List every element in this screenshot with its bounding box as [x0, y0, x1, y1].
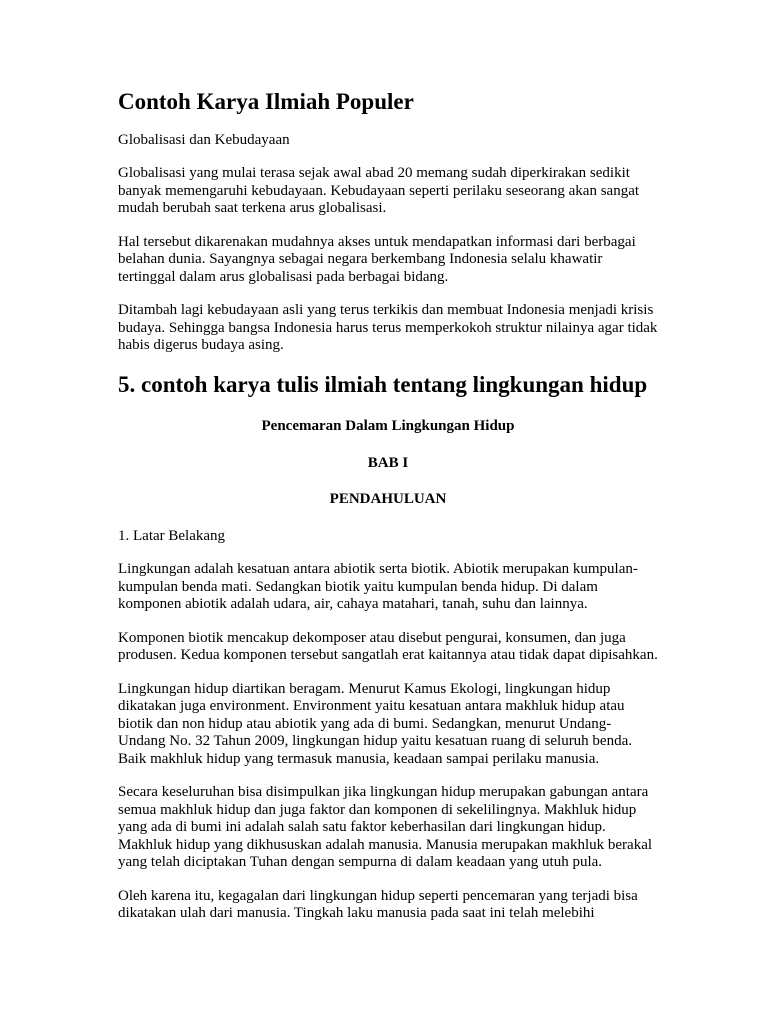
- body-paragraph: Lingkungan adalah kesatuan antara abiotik serta biotik. Abiotik merupakan kumpulan-kumpulan benda mati. Sedangkan biotik yaitu kumpulan benda hidup. Di dalam komponen abiotik adalah udara, air, cahaya matahari, tanah, suhu dan lainnya.: [118, 561, 638, 613]
- intro-paragraph: Hal tersebut dikarenakan mudahnya akses untuk mendapatkan informasi dari berbagai belahan dunia. Sayangnya sebagai negara berkembang Indonesia selalu khawatir tertinggal dalam arus globalisasi pada berbagai bidang.: [118, 233, 636, 285]
- body-paragraph: Komponen biotik mencakup dekomposer atau disebut pengurai, konsumen, dan juga produsen. Kedua komponen tersebut sangatlah erat kaitannya atau tidak dapat dipisahkan.: [118, 629, 658, 664]
- section-heading: 5. contoh karya tulis ilmiah tentang lingkungan hidup: [118, 371, 648, 397]
- intro-paragraph: Ditambah lagi kebudayaan asli yang terus terkikis dan membuat Indonesia menjadi krisis budaya. Sehingga bangsa Indonesia harus terus memperkokoh struktur nilainya agar tidak habis digerus budaya asing.: [118, 302, 658, 354]
- body-paragraph: Secara keseluruhan bisa disimpulkan jika lingkungan hidup merupakan gabungan antara semua makhluk hidup dan juga faktor dan komponen di sekelilingnya. Makhluk hidup yang ada di bumi ini adalah salah satu faktor keberhasilan dari lingkungan hidup. Makhluk hidup yang dikhususkan adalah manusia. Manusia merupakan makhluk berakal yang telah diciptakan Tuhan dengan sempurna di dalam keadaan yang utuh pula.: [118, 784, 653, 871]
- chapter-title: PENDAHULUAN: [329, 491, 447, 508]
- chapter-number: BAB I: [367, 454, 409, 471]
- body-paragraph: Oleh karena itu, kegagalan dari lingkungan hidup seperti pencemaran yang terjadi bisa dikatakan ulah dari manusia. Tingkah laku manusia pada saat ini telah melebihi: [118, 887, 638, 922]
- body-paragraph: Lingkungan hidup diartikan beragam. Menurut Kamus Ekologi, lingkungan hidup dikatakan juga environment. Environment yaitu kesatuan antara makhluk hidup atau biotik dan non hidup atau abiotik yang ada di bumi. Sedangkan, menurut Undang-Undang No. 32 Tahun 2009, lingkungan hidup yaitu kesatuan ruang di seluruh benda. Baik makhluk hidup yang termasuk manusia, keadaan sampai perilaku manusia.: [118, 680, 632, 767]
- document-title: Contoh Karya Ilmiah Populer: [118, 89, 414, 114]
- paper-title: Pencemaran Dalam Lingkungan Hidup: [261, 418, 515, 435]
- document-subtitle: Globalisasi dan Kebudayaan: [118, 131, 290, 148]
- subsection-heading: 1. Latar Belakang: [118, 527, 226, 544]
- document-page: [118, 88, 658, 939]
- intro-paragraph: Globalisasi yang mulai terasa sejak awal abad 20 memang sudah diperkirakan sedikit banyak memengaruhi kebudayaan. Kebudayaan seperti perilaku seseorang akan sangat mudah berubah saat terkena arus globalisasi.: [118, 165, 640, 217]
